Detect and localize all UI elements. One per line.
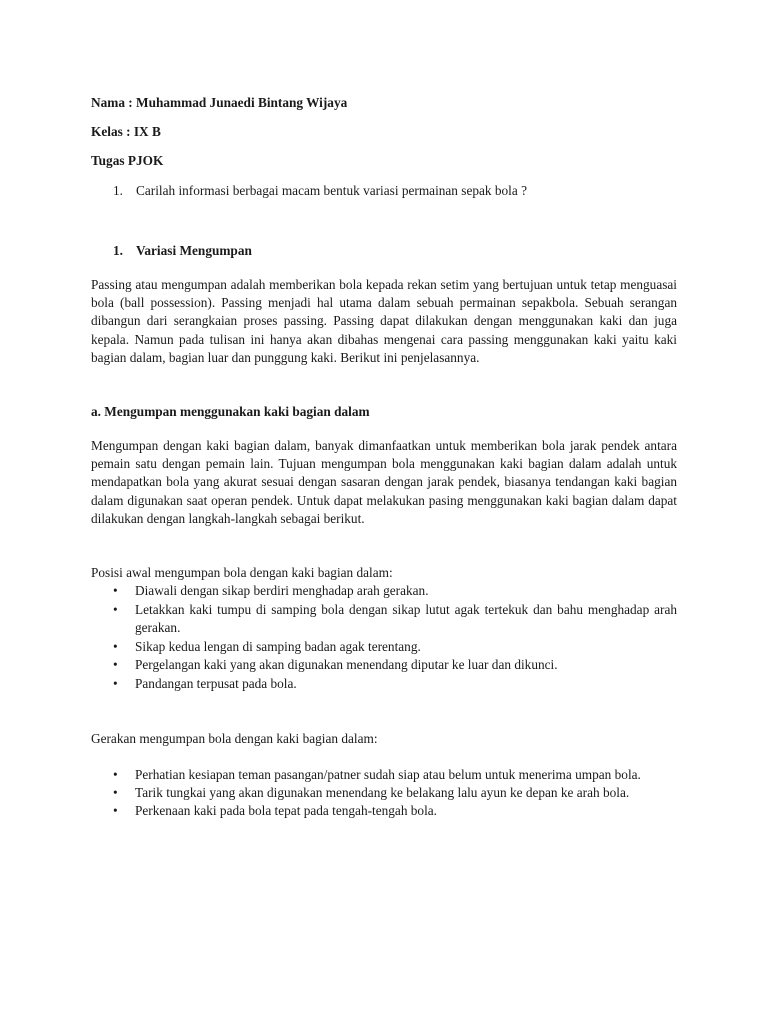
student-class: Kelas : IX B	[91, 124, 161, 139]
posisi-list	[113, 582, 677, 694]
list-item: • Perkenaan kaki pada bola tepat pada tengah-tengah bola.	[113, 802, 677, 820]
bullet-icon: •	[113, 601, 118, 617]
list-item: • Letakkan kaki tumpu di samping bola dengan sikap lutut agak tertekuk dan bahu menghadap arah gerakan.	[113, 601, 677, 635]
list-item: • Sikap kedua lengan di samping badan agak terentang.	[113, 638, 677, 656]
assignment-title: Tugas PJOK	[91, 153, 164, 168]
bullet-icon: •	[113, 657, 118, 673]
list-item: • Diawali dengan sikap berdiri menghadap arah gerakan.	[113, 582, 677, 600]
list-item: • Perhatian kesiapan teman pasangan/patner sudah siap atau belum untuk menerima umpan bola.	[113, 766, 677, 784]
student-name: Nama : Muhammad Junaedi Bintang Wijaya	[91, 95, 348, 110]
gerakan-label: Gerakan mengumpan bola dengan kaki bagian dalam:	[91, 731, 378, 746]
bullet-icon: •	[113, 638, 118, 654]
section-paragraph: Passing atau mengumpan adalah memberikan bola kepada rekan setim yang bertujuan untuk tetap menguasai bola (ball possession). Passing menjadi hal utama dalam sebuah permainan sepakbola. Sebuah serangan dibangun dari serangkaian proses passing. Passing dapat dilakukan dengan menggunakan kaki dan juga kepala. Namun pada tulisan ini hanya akan dibahas mengenai cara passing menggunakan kaki yaitu kaki bagian dalam, bagian luar dan punggung kaki. Berikut ini penjelasannya.	[91, 277, 677, 365]
section-title: Variasi Mengumpan	[136, 243, 252, 258]
question-number: 1.	[113, 183, 123, 198]
list-item: • Pergelangan kaki yang akan digunakan menendang diputar ke luar dan dikunci.	[113, 656, 677, 674]
posisi-label: Posisi awal mengumpan bola dengan kaki bagian dalam:	[91, 565, 393, 580]
question-text: Carilah informasi berbagai macam bentuk variasi permainan sepak bola ?	[136, 183, 527, 198]
bullet-icon: •	[113, 767, 118, 782]
list-item: • Tarik tungkai yang akan digunakan menendang ke belakang lalu ayun ke depan ke arah bola.	[113, 784, 677, 802]
section-number: 1.	[113, 243, 123, 258]
bullet-icon: •	[113, 676, 118, 692]
subsection-paragraph: Mengumpan dengan kaki bagian dalam, banyak dimanfaatkan untuk memberikan bola jarak pendek antara pemain satu dengan pemain lain. Tujuan mengumpan bola menggunakan kaki bagian dalam adalah untuk mendapatkan bola yang akurat sesuai dengan sasaran dengan jarak pendek, biasanya tendangan kaki bagian dalam digunakan saat operan pendek. Untuk dapat melakukan pasing menggunakan kaki bagian dalam dapat dilakukan dengan langkah-langkah sebagai berikut.	[91, 438, 677, 526]
bullet-icon: •	[113, 785, 118, 801]
subsection-title: a. Mengumpan menggunakan kaki bagian dalam	[91, 404, 370, 419]
list-item: • Pandangan terpusat pada bola.	[113, 675, 677, 693]
bullet-icon: •	[113, 583, 118, 598]
gerakan-list	[113, 766, 677, 821]
bullet-icon: •	[113, 803, 118, 819]
